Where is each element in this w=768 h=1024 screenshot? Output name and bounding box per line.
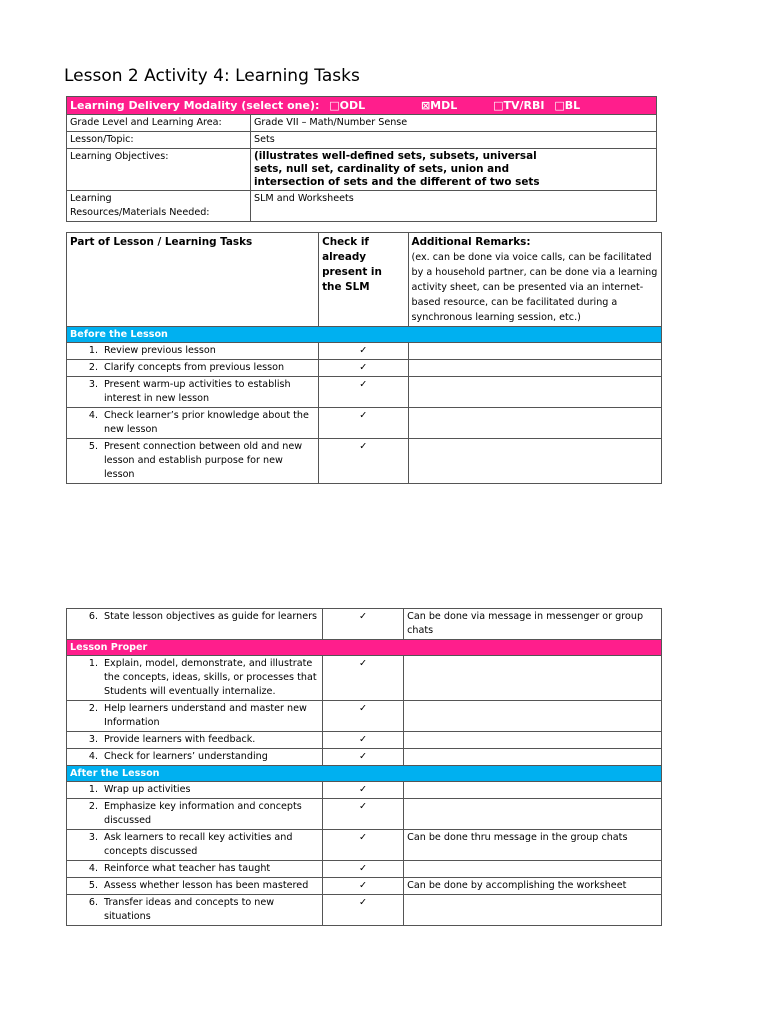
remark-cell: Can be done by accomplishing the worksheet (404, 878, 662, 895)
lesson-info-table (66, 96, 657, 222)
check-mark[interactable]: ✓ (322, 782, 403, 799)
table-row (67, 343, 662, 360)
remark-cell (408, 439, 661, 484)
remark-cell: Can be done via message in messenger or group chats (404, 609, 662, 640)
check-mark[interactable]: ✓ (322, 656, 403, 701)
task-text: Emphasize key information and concepts discussed (104, 801, 302, 826)
table-row (67, 799, 662, 830)
option-bl[interactable]: □BL (554, 99, 581, 112)
task-number: 3. (88, 832, 98, 843)
check-mark[interactable]: ✓ (319, 408, 408, 439)
task-text: Check learner’s prior knowledge about the new lesson (104, 410, 309, 435)
table-row (67, 732, 662, 749)
task-text: Provide learners with feedback. (104, 734, 256, 745)
check-mark[interactable]: ✓ (322, 749, 403, 766)
learning-objectives-value: (illustrates well-defined sets, subsets, universal sets, null set, cardinality of sets, union and intersection of sets and the different of two sets (251, 149, 657, 191)
remark-cell (404, 656, 662, 701)
task-text-line: Students will eventually internalize. (104, 686, 276, 697)
info-value: SLM and Worksheets (251, 191, 657, 222)
remarks-body: (ex. can be done via voice calls, can be facilitated by a household partner, can be done via a learning activity sheet, can be presented via an internet-based resource, can be facilitated during a synchronous learning session, etc.) (411, 252, 658, 323)
option-mdl[interactable]: ⊠MDL (420, 99, 458, 112)
remark-cell (404, 782, 662, 799)
check-mark[interactable]: ✓ (319, 439, 408, 484)
section-after-lesson: After the Lesson (67, 766, 662, 782)
remark-cell (404, 799, 662, 830)
table-row (67, 878, 662, 895)
section-before-lesson: Before the Lesson (67, 327, 662, 343)
option-tv-rbi[interactable]: □TV/RBI (493, 99, 545, 112)
info-label: Learning Resources/Materials Needed: (67, 191, 251, 222)
remark-cell (404, 895, 662, 926)
task-number: 4. (88, 863, 98, 874)
info-label: Learning Objectives: (67, 149, 251, 191)
task-text: Check for learners’ understanding (104, 751, 268, 762)
remark-cell (408, 377, 661, 408)
info-label: Lesson/Topic: (67, 132, 251, 149)
check-mark[interactable]: ✓ (319, 377, 408, 408)
modality-label: Learning Delivery Modality (select one): (70, 99, 320, 112)
header-part: Part of Lesson / Learning Tasks (67, 233, 319, 327)
table-row (67, 656, 662, 701)
task-text: Help learners understand and master new Information (104, 703, 307, 728)
section-lesson-proper: Lesson Proper (67, 640, 662, 656)
table-row (67, 377, 662, 408)
task-text (104, 657, 319, 699)
task-text: Transfer ideas and concepts to new situations (104, 897, 275, 922)
page-title: Lesson 2 Activity 4: Learning Tasks (64, 66, 360, 86)
remark-cell: Can be done thru message in the group chats (404, 830, 662, 861)
task-number: 4. (88, 751, 98, 762)
task-text: Present warm-up activities to establish interest in new lesson (104, 379, 291, 404)
info-label: Grade Level and Learning Area: (67, 115, 251, 132)
task-number: 6. (88, 611, 98, 622)
learning-tasks-table-part2 (66, 608, 662, 926)
task-text-line: Explain, model, demonstrate, and illustrate the concepts, ideas, skills, or processes that (104, 658, 317, 683)
remark-cell (404, 861, 662, 878)
task-number: 2. (88, 703, 98, 714)
remarks-title: Additional Remarks: (411, 236, 531, 248)
task-number: 3. (88, 734, 98, 745)
task-number: 6. (88, 897, 98, 908)
check-mark[interactable]: ✓ (322, 732, 403, 749)
header-check: Check if already present in the SLM (319, 233, 408, 327)
check-mark[interactable]: ✓ (319, 360, 408, 377)
table-row (67, 895, 662, 926)
header-remarks (408, 233, 661, 327)
table-row (67, 861, 662, 878)
task-text: State lesson objectives as guide for learners (104, 611, 318, 622)
check-mark[interactable]: ✓ (322, 878, 403, 895)
task-text: Clarify concepts from previous lesson (104, 362, 285, 373)
table-row (67, 782, 662, 799)
check-mark[interactable]: ✓ (319, 343, 408, 360)
check-mark[interactable]: ✓ (322, 609, 403, 640)
remark-cell (404, 749, 662, 766)
task-number: 3. (88, 379, 98, 390)
check-mark[interactable]: ✓ (322, 861, 403, 878)
task-text: Review previous lesson (104, 345, 216, 356)
task-number: 4. (88, 410, 98, 421)
info-value: Sets (251, 132, 657, 149)
table-row (67, 749, 662, 766)
check-mark[interactable]: ✓ (322, 830, 403, 861)
task-text: Ask learners to recall key activities and concepts discussed (104, 832, 293, 857)
task-number: 5. (88, 441, 98, 452)
remark-cell (408, 408, 661, 439)
remark-cell (404, 732, 662, 749)
table-row (67, 830, 662, 861)
task-number: 1. (88, 345, 98, 356)
task-text: Wrap up activities (104, 784, 191, 795)
remark-cell (408, 343, 661, 360)
table-row (67, 360, 662, 377)
check-mark[interactable]: ✓ (322, 895, 403, 926)
task-number: 1. (88, 784, 98, 795)
task-number: 2. (88, 362, 98, 373)
info-value: Grade VII – Math/Number Sense (251, 115, 657, 132)
remark-cell (408, 360, 661, 377)
learning-tasks-table-part1 (66, 232, 662, 484)
task-text: Reinforce what teacher has taught (104, 863, 271, 874)
table-row (67, 701, 662, 732)
option-odl[interactable]: □ODL (329, 99, 366, 112)
modality-row (67, 97, 657, 115)
table-row (67, 609, 662, 640)
task-number: 1. (88, 658, 98, 669)
table-row (67, 439, 662, 484)
task-number: 2. (88, 801, 98, 812)
task-text: Assess whether lesson has been mastered (104, 880, 309, 891)
table-row (67, 408, 662, 439)
task-text: Present connection between old and new lesson and establish purpose for new lesson (104, 441, 303, 480)
remark-cell (404, 701, 662, 732)
task-number: 5. (88, 880, 98, 891)
check-mark[interactable]: ✓ (322, 701, 403, 732)
check-mark[interactable]: ✓ (322, 799, 403, 830)
